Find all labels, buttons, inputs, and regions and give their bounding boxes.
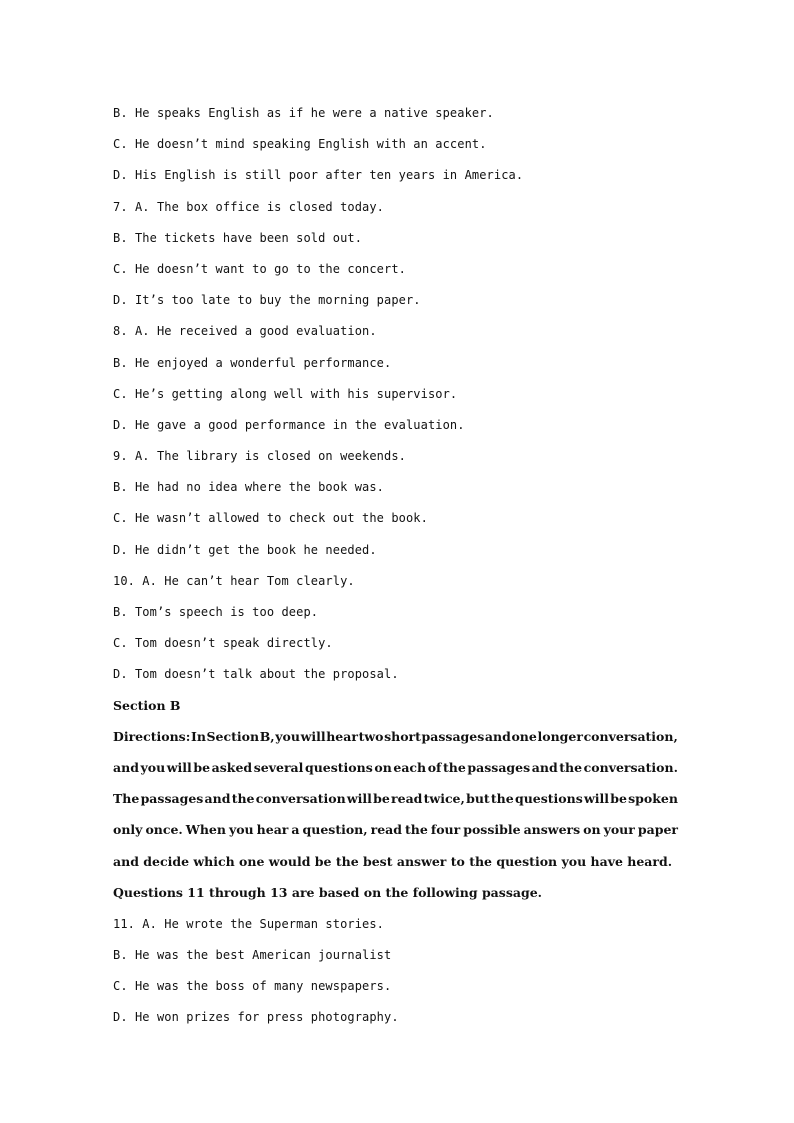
word: longer [537,728,583,744]
directions-line [113,727,678,758]
word: twice, [423,791,465,807]
word: only [113,822,143,838]
answer-option-line: D. Tom doesn’t talk about the proposal. [113,667,399,682]
word: and [204,791,231,807]
word: will [166,759,192,775]
answer-option-line: B. The tickets have been sold out. [113,230,363,245]
question-line: 10. A. He can’t hear Tom clearly. [113,573,355,588]
answer-option-line: C. He doesn’t want to go to the concert. [113,261,406,276]
answer-option-line: C. He’s getting along well with his supervisor. [113,386,458,401]
word: on [583,822,601,838]
directions-line [113,789,678,820]
word: will [346,791,372,807]
word: will [583,791,609,807]
word: questions [304,759,373,775]
answer-option-line: C. He wasn’t allowed to check out the book. [113,511,428,526]
word: the [231,791,255,807]
answer-option-line: D. He didn’t get the book he needed. [113,542,377,557]
word: but [466,791,490,807]
question-line: 7. A. The box office is closed today. [113,199,385,214]
word: answers [523,822,581,838]
word: will [300,728,326,744]
word: possible [463,822,521,838]
directions-line [113,820,678,851]
word: the [443,759,466,775]
word: paper [637,822,678,838]
word: In [190,728,206,744]
word: short [384,728,421,744]
word: hear [326,728,358,744]
word: two [358,728,384,744]
word: and [113,759,139,775]
word: once. [145,822,183,838]
answer-option-line: D. He won prizes for press photography. [113,1010,399,1025]
answer-option-line: C. He doesn’t mind speaking English with an accent. [113,137,487,152]
directions-line [113,758,678,789]
word: passages [421,728,485,744]
section-heading: Section B [113,697,181,713]
word: the [490,791,514,807]
word: of [427,759,442,775]
word: Directions: [113,728,191,744]
word: one [511,728,537,744]
answer-option-line: D. He gave a good performance in the evaluation. [113,417,465,432]
word: conversation. [583,759,678,775]
directions-line: and decide which one would be the best answer to the question you have heard. [113,853,673,869]
word: spoken [628,791,678,807]
answer-option-line: D. It’s too late to buy the morning paper. [113,293,421,308]
answer-option-line: B. He speaks English as if he were a native speaker. [113,106,494,120]
answer-option-line: C. He was the boss of many newspapers. [113,979,392,994]
question-line: 8. A. He received a good evaluation. [113,324,377,339]
word: conversation [255,791,346,807]
word: your [603,822,635,838]
word: read [391,791,423,807]
word: hear [256,822,289,838]
word: and [484,728,511,744]
answer-option-line: B. He had no idea where the book was. [113,480,385,495]
word: passages [467,759,531,775]
word: be [610,791,627,807]
answer-option-line: C. Tom doesn’t speak directly. [113,636,333,651]
word: on [374,759,392,775]
word: each [393,759,427,775]
answer-option-line: B. He was the best American journalist [113,948,392,963]
word: you [275,728,300,744]
question-line: 11. A. He wrote the Superman stories. [113,916,385,931]
word: four [430,822,461,838]
word: a [291,822,300,838]
word: The [113,791,140,807]
answer-option-line: B. He enjoyed a wonderful performance. [113,355,392,370]
question-line: 9. A. The library is closed on weekends. [113,449,406,464]
word: the [405,822,428,838]
word: you [228,822,254,838]
word: several [253,759,304,775]
word: be [373,791,390,807]
word: you [140,759,166,775]
answer-option-line: D. His English is still poor after ten years in America. [113,168,524,183]
word: When [185,822,226,838]
word: questions [514,791,583,807]
word: read [370,822,403,838]
word: question, [302,822,368,838]
document-page [113,103,688,1039]
questions-intro: Questions 11 through 13 are based on the following passage. [113,884,543,900]
answer-option-line: B. Tom’s speech is too deep. [113,605,319,619]
word: and [531,759,558,775]
word: Section [206,728,260,744]
word: the [559,759,583,775]
word: asked [211,759,253,775]
word: passages [140,791,204,807]
word: be [193,759,211,775]
word: conversation, [583,728,678,744]
word: B, [259,728,275,744]
